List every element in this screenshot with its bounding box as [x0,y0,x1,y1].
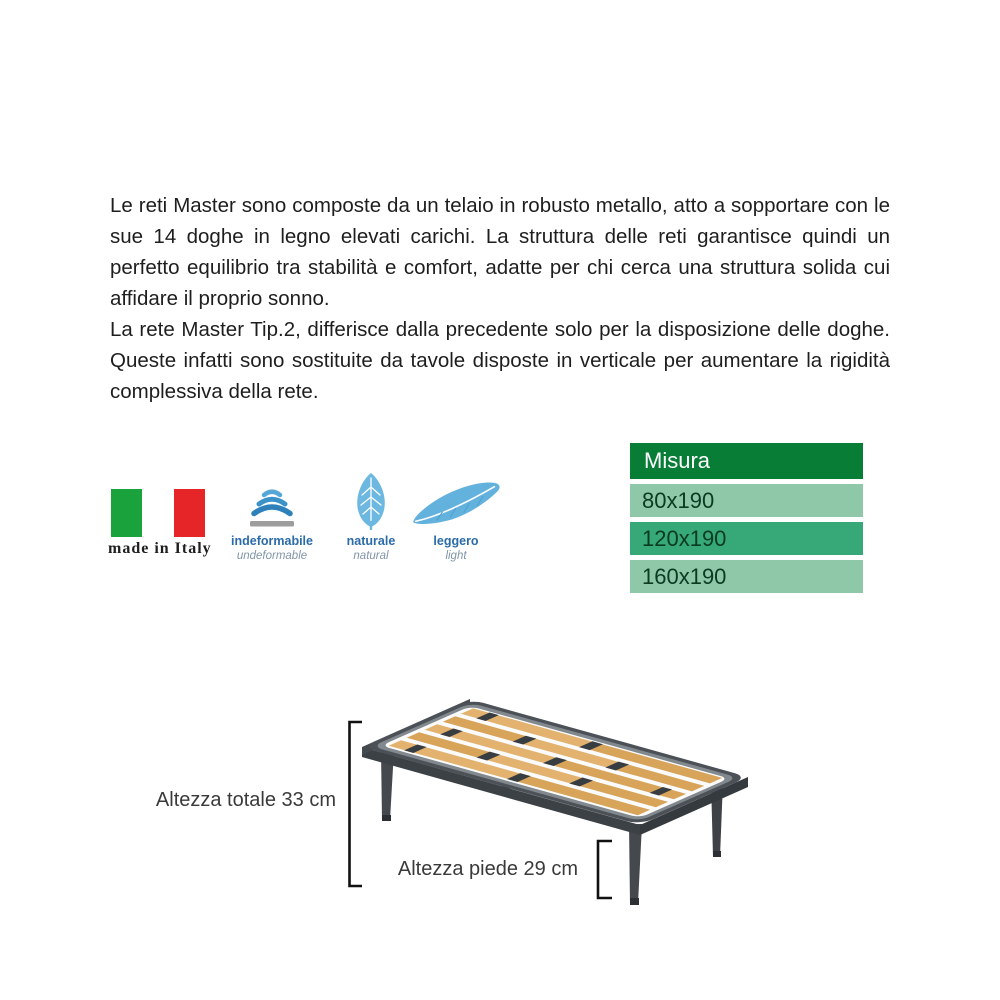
feather-icon [408,478,504,530]
italy-flag-icon [108,489,208,537]
feature-indeformabile [229,480,315,563]
product-description [110,190,890,407]
leg-height-label: Altezza piede 29 cm [397,858,578,880]
feature-leggero [408,478,504,563]
size-row-120x190: 120x190 [630,522,863,555]
description-paragraph-2: La rete Master Tip.2, differisce dalla precedente solo per la disposizione delle doghe. Queste infatti sono sostituite da tavole disposte in verticale per aumentare la rigidità complessiva della rete. [110,318,890,403]
indeformabile-label: indeformabile [231,534,313,548]
bed-frame-diagram [330,688,750,928]
naturale-label: naturale [346,534,396,548]
bed-frame-illustration [330,688,750,928]
size-table [630,443,863,593]
leggero-label: leggero [433,534,479,548]
feature-made-in-italy [108,489,212,558]
total-height-label: Altezza totale 33 cm [155,789,336,811]
spring-arcs-icon [229,480,315,530]
size-row-80x190: 80x190 [630,484,863,517]
undeformable-sublabel: undeformable [236,550,308,562]
description-paragraph-1: Le reti Master sono composte da un telaio in robusto metallo, atto a sopportare con le sue 14 doghe in legno elevati carichi. La struttura delle reti garantisce quindi un perfetto equilibrio tra stabilità e comfort, adatte per chi cerca una struttura solida cui affidare il proprio sonno. [110,194,890,310]
feature-naturale [330,472,412,563]
made-in-italy-label: made in Italy [108,540,212,557]
size-row-160x190: 160x190 [630,560,863,593]
size-table-header: Misura [630,443,863,479]
natural-sublabel: natural [353,550,389,562]
light-sublabel: light [445,550,467,562]
leaf-icon [330,472,412,530]
